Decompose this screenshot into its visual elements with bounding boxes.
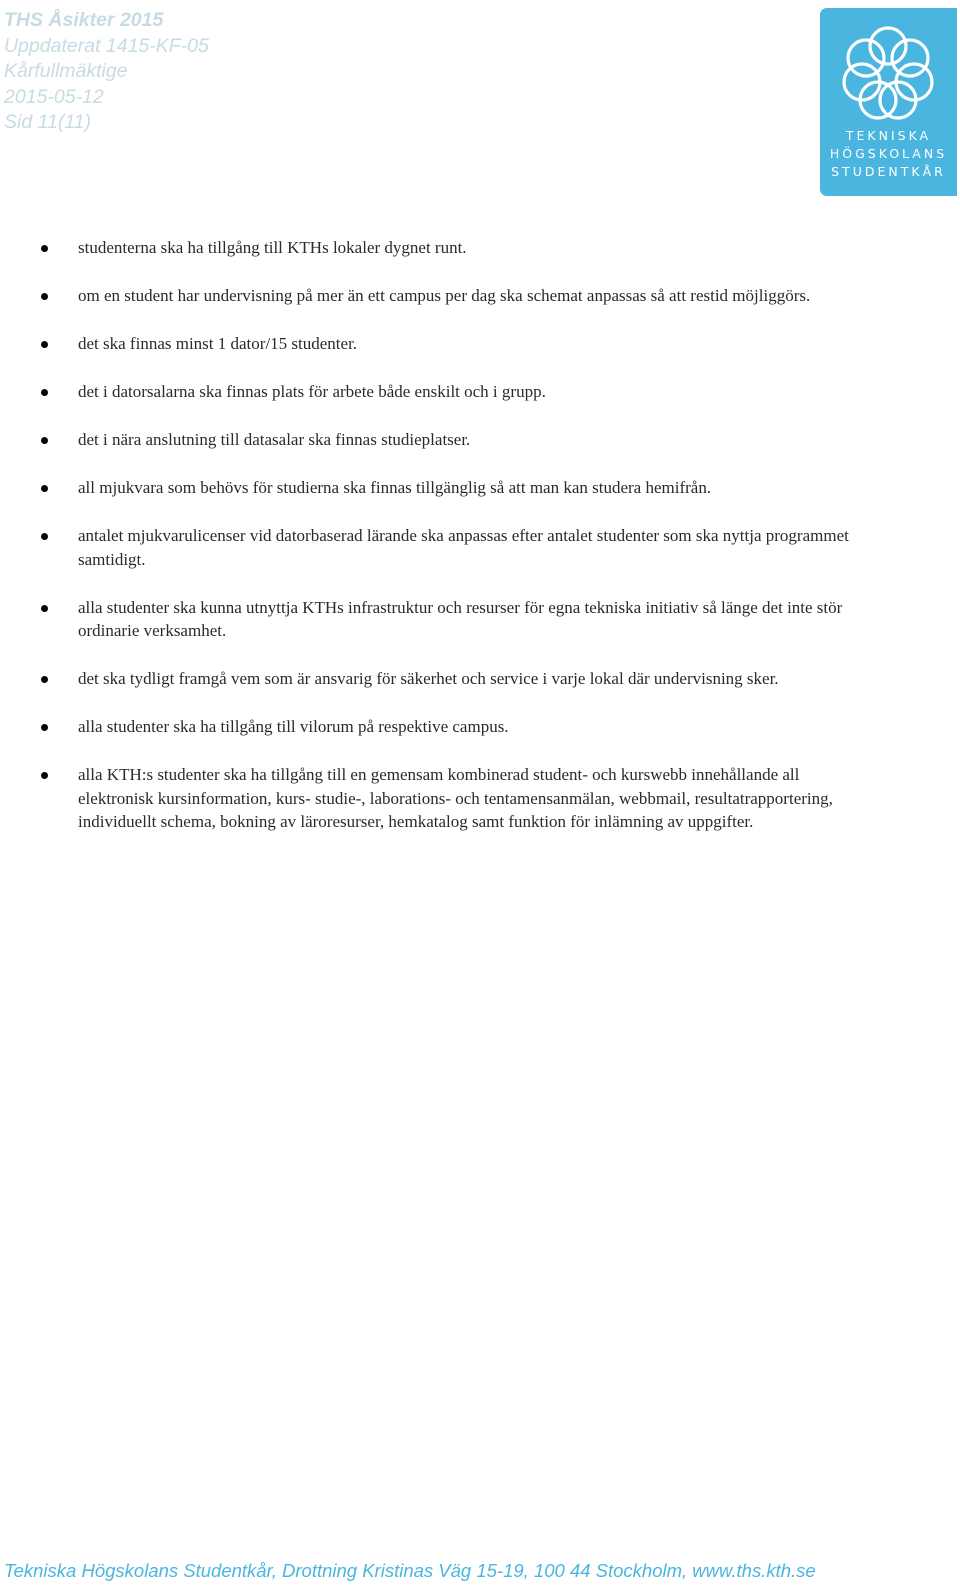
list-item-text: det ska finnas minst 1 dator/15 studenter. [78,334,358,353]
list-item [0,476,960,500]
page-number: Sid 11(11) [4,111,92,133]
list-item [0,332,960,356]
list-item-text: om en student har undervisning på mer än ett campus per dag ska schemat anpassas så att restid möjliggörs. [78,286,811,305]
list-item-text: studenterna ska ha tillgång till KTHs lokaler dygnet runt. [78,238,467,257]
list-item-text: det ska tydligt framgå vem som är ansvarig för säkerhet och service i varje lokal där undervisning sker. [78,669,779,688]
list-item-text: alla studenter ska ha tillgång till vilorum på respektive campus. [78,717,509,736]
list-item-text: alla KTH:s studenter ska ha tillgång till en gemensam kombinerad student- och kurswebb innehållande all elektronisk kursinformation, kurs- studie-, laborations- och tentamensanmälan, webbmail, resultatrapportering, individuellt schema, bokning av läroresurser, hemkatalog samt funktion för inlämning av uppgifter. [78,765,833,831]
bullet-icon [41,772,48,779]
list-item-text: alla studenter ska kunna utnyttja KTHs infrastruktur och resurser för egna tekniska initiativ så länge det inte stör ordinarie verksamhet. [78,597,843,640]
list-item [0,596,960,643]
interlocking-rings-icon [820,8,957,128]
list-item-text: det i nära anslutning till datasalar ska finnas studieplatser. [78,430,471,449]
list-item [0,763,960,834]
logo-wordmark [820,127,957,181]
list-item [0,380,960,404]
list-item-text: all mjukvara som behövs för studierna ska finnas tillgänglig så att man kan studera hemifrån. [78,478,712,497]
logo-line-1: TEKNISKA [845,128,932,143]
logo-line-2: HÖGSKOLANS [829,146,948,161]
bullet-icon [41,605,48,612]
page-footer: Tekniska Högskolans Studentkår, Drottning Kristinas Väg 15-19, 100 44 Stockholm, www.ths.kth.se [4,1560,816,1581]
list-item [0,428,960,452]
document-title: THS Åsikter 2015 [4,9,164,31]
bullet-icon [41,389,48,396]
list-item [0,715,960,739]
bullet-icon [41,245,48,252]
list-item [0,284,960,308]
list-item-text: det i datorsalarna ska finnas plats för arbete både enskilt och i grupp. [78,382,546,401]
document-header [4,8,209,136]
list-item [0,667,960,691]
logo-line-3: STUDENTKÅR [831,164,946,179]
list-item [0,236,960,260]
bullet-icon [41,485,48,492]
position-list [0,236,960,858]
bullet-icon [41,341,48,348]
body-label: Kårfullmäktige [4,60,128,82]
bullet-icon [41,437,48,444]
bullet-icon [41,724,48,731]
bullet-icon [41,293,48,300]
updated-label: Uppdaterat 1415-KF-05 [4,34,209,57]
bullet-icon [41,533,48,540]
bullet-icon [41,676,48,683]
ths-logo [820,8,957,196]
list-item-text: antalet mjukvarulicenser vid datorbaserad lärande ska anpassas efter antalet studenter som ska nyttja programmet samtidigt. [78,526,849,569]
list-item [0,524,960,571]
date-label: 2015-05-12 [4,85,104,108]
